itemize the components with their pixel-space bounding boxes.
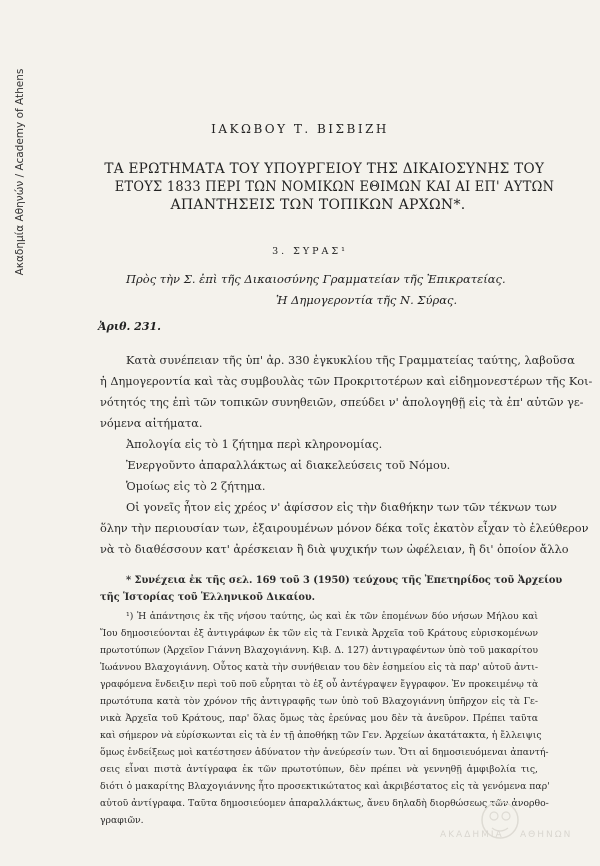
body-line: Ἐνεργοῦντο ἀπαραλλάκτως αἱ διακελεύσεις τοῦ Νόμου. [126,459,451,472]
footnote-line: γραφόμενα ἔνδειξιν περὶ τοῦ ποῦ εὗρηται τὸ ἐξ οὗ ἀντέγραψεν ἔγγραφον. Ἐν προκειμένῳ τὰ [100,679,539,690]
footnote-line: νικὰ Ἀρχεῖα τοῦ Κράτους, παρ' ὅλας ὅμως τὰς ἐρεύνας μου δὲν τὰ ἀνεῦρον. Πρέπει ταῦτα [100,713,538,724]
body-line: νὰ τὸ διαθέσσουν κατ' ἀρέσκειαν ἢ διὰ ψυχικήν των ὠφέλειαν, ἢ δι' ὁποίον ἄλλο [100,543,569,556]
footnote-line: ὅμως ἐνδείξεως μοὶ κατέστησεν ἀδύνατον τὴν ἀνεύρεσίν των. Ὅτι αἱ δημοσιευόμεναι ἀπαντή- [100,747,549,758]
document-number: Ἀριθ. 231. [98,320,161,333]
article-title [98,160,555,214]
author-name: ΙΑΚΩΒΟΥ Τ. ΒΙΣΒΙΖΗ [211,122,389,136]
footnote-line: πρωτότυπα κατὰ τὸν χρόνον τῆς ἀντιγραφῆς των ὑπὸ τοῦ Βλαχογιάννη ὑπῆρχον εἰς τὰ Γε- [100,696,538,707]
watermark-text: ΑΚΑΔΗΜΙΑ [440,830,504,840]
footnote-line: καὶ σήμερον νὰ εὑρίσκωνται εἰς τὰ ἐν τῇ ἀποθήκῃ τῶν Γεν. Ἀρχείων ἀκατάτακτα, ἡ ἔλλειψις [100,730,542,741]
body-line: ὅλην τὴν περιουσίαν των, ἐξαιρουμένων μόνον δέκα τοῖς ἑκατὸν εἶχαν τὸ ἐλεύθερον [100,522,589,535]
academy-watermark [430,800,590,840]
footnote-star-line: τῆς Ἱστορίας τοῦ Ἑλληνικοῦ Δικαίου. [100,592,316,603]
footnote-line: γραφιῶν. [100,815,144,826]
watermark-text: ΑΘΗΝΩΝ [520,830,573,840]
section-heading: 3. ΣΥΡΑΣ¹ [272,246,348,257]
footnote-line: διότι ὁ μακαρίτης Βλαχογιάννης ἦτο προσεκτικώτατος καὶ ἀκριβέστατος εἰς τὰ γενόμενα παρ' [100,781,550,792]
body-line: Οἱ γονεῖς ἦτον εἰς χρέος ν' ἀφίσσον εἰς τὴν διαθήκην των τῶν τέκνων των [126,501,557,514]
address-line: Ἡ Δημογεροντία τῆς Ν. Σύρας. [276,293,458,307]
body-line: Ὁμοίως εἰς τὸ 2 ζήτημα. [126,480,266,493]
body-line: ἡ Δημογεροντία καὶ τὰς συμβουλὰς τῶν Προκριτοτέρων καὶ εἰδημονεστέρων τῆς Κοι- [100,375,593,388]
footnote-star-line: * Συνέχεια ἐκ τῆς σελ. 169 τοῦ 3 (1950) τεύχους τῆς Ἐπετηρίδος τοῦ Ἀρχείου [126,575,563,586]
body-line: νότητός της ἐπὶ τῶν τοπικῶν συνηθειῶν, σπεύδει ν' ἀπολογηθῇ εἰς τὰ ἐπ' αὐτῶν γε- [100,396,584,409]
footnote-line: σεις εἶναι πιστὰ ἀντίγραφα ἐκ τῶν πρωτοτύπων, δὲν πρέπει νὰ γεννηθῇ ἀμφιβολία τις, [100,764,538,775]
footnote-line: πρωτοτύπων (Ἀρχεῖον Γιάννη Βλαχογιάννη. Κιβ. Δ. 127) ἀντιγραφέντων ὑπὸ τοῦ μακαρίτου [100,645,538,656]
body-line: Κατὰ συνέπειαν τῆς ὑπ' ἀρ. 330 ἐγκυκλίου τῆς Γραμματείας ταύτης, λαβοῦσα [126,354,575,367]
side-label: Ακαδημία Αθηνών / Academy of Athens [14,68,26,276]
footnote-line: Ἴου δημοσιεύονται ἐξ ἀντιγράφων ἐκ τῶν εἰς τὰ Γενικὰ Ἀρχεῖα τοῦ Κράτους εὑρισκομένων [100,628,538,639]
footnote-line: Ἰωάννου Βλαχογιάννη. Οὗτος κατὰ τὴν συνήθειαν του δὲν ἐσημείου εἰς τὰ παρ' αὐτοῦ ἀντι- [100,662,538,673]
footnote-line: αὐτοῦ ἀντίγραφα. Ταῦτα δημοσιεύομεν ἀπαραλλάκτως, ἄνευ δηλαδὴ διορθώσεως τῶν ἀνορθο- [100,798,549,809]
title-line: ΕΤΟΥΣ 1833 ΠΕΡΙ ΤΩΝ ΝΟΜΙΚΩΝ ΕΘΙΜΩΝ ΚΑΙ ΑΙ ΕΠ' ΑΥΤΩΝ [114,179,555,195]
address-line: Πρὸς τὴν Σ. ἐπὶ τῆς Δικαιοσύνης Γραμματείαν τῆς Ἐπικρατείας. [126,272,506,286]
body-line: νόμενα αἰτήματα. [100,417,203,430]
footnote-line: ¹) Ἡ ἀπάντησις ἐκ τῆς νήσου ταύτης, ὡς καὶ ἐκ τῶν ἑπομένων δύο νήσων Μήλου καὶ [126,611,538,622]
body-line: Ἀπολογία εἰς τὸ 1 ζήτημα περὶ κληρονομίας. [126,438,383,451]
title-line: ΤΑ ΕΡΩΤΗΜΑΤΑ ΤΟΥ ΥΠΟΥΡΓΕΙΟΥ ΤΗΣ ΔΙΚΑΙΟΣΥΝΗΣ ΤΟΥ [104,161,545,177]
title-line: ΑΠΑΝΤΗΣΕΙΣ ΤΩΝ ΤΟΠΙΚΩΝ ΑΡΧΩΝ*. [170,197,466,213]
